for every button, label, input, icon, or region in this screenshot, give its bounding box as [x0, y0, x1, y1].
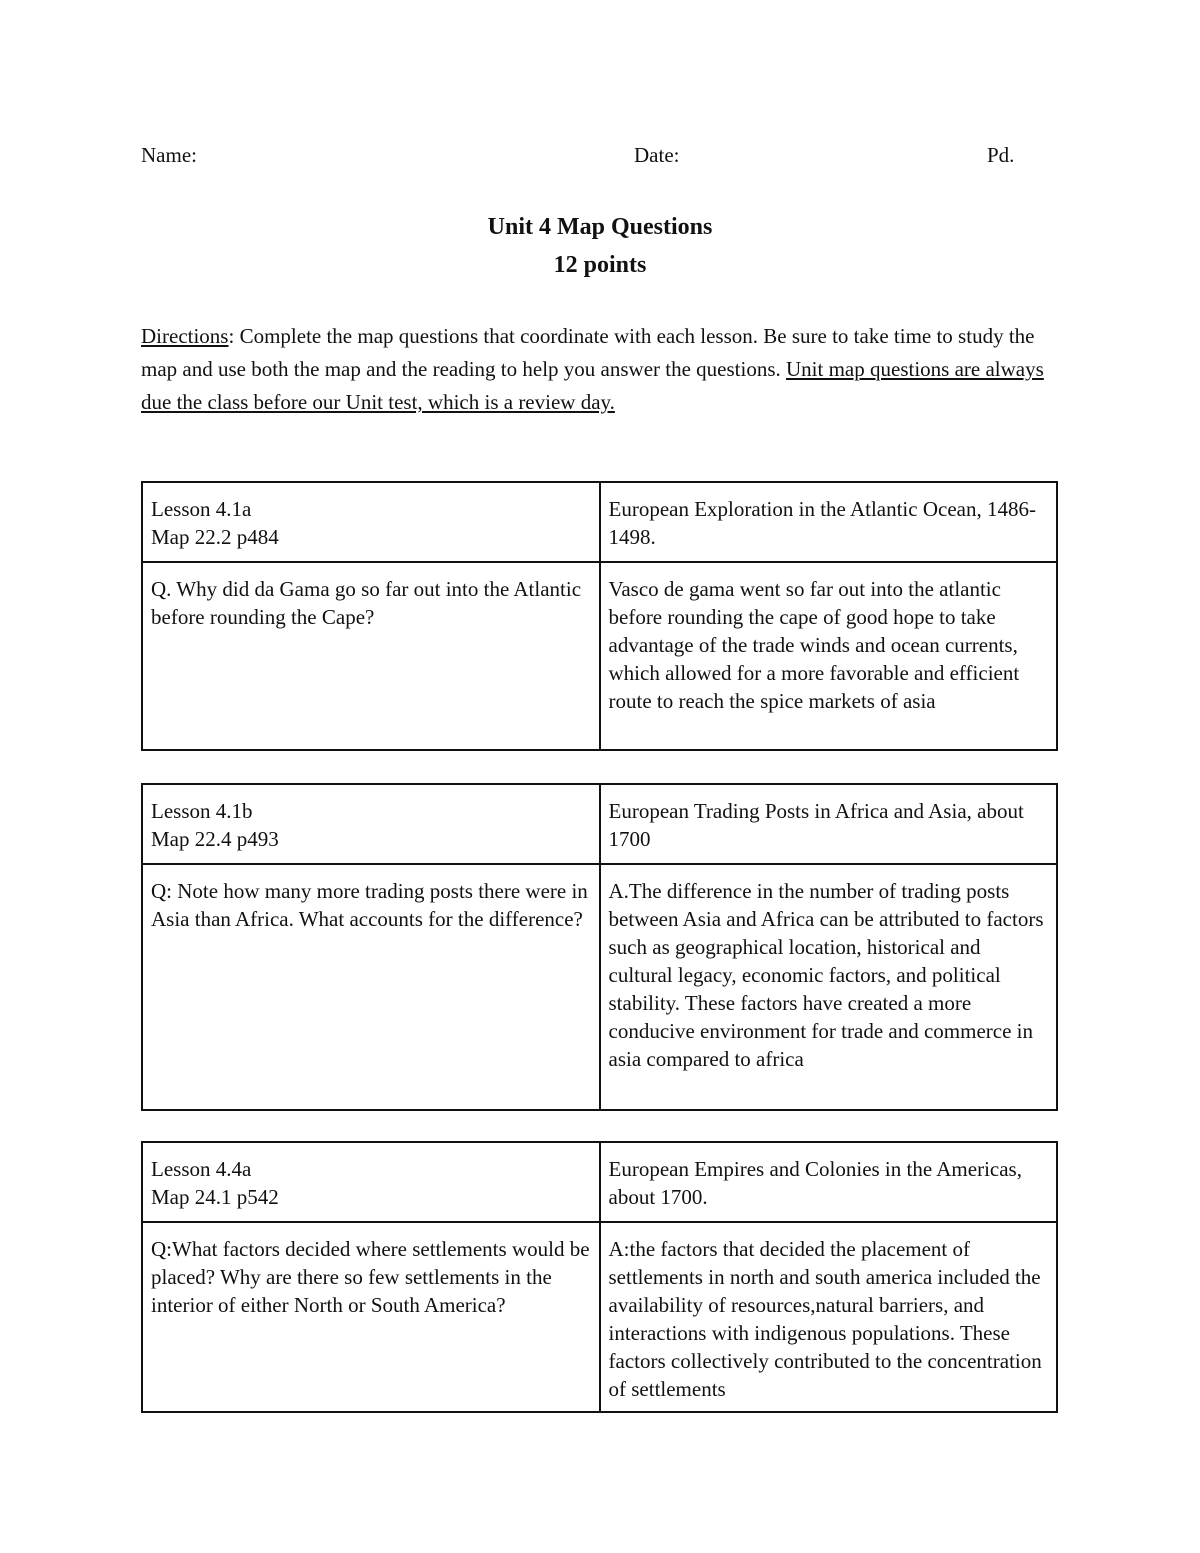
map-reference: Map 22.2 p484 — [151, 525, 279, 549]
question-answer-row — [142, 562, 1057, 750]
directions-paragraph — [141, 320, 1056, 419]
lesson-table — [141, 783, 1058, 1111]
map-title: European Empires and Colonies in the Americas, about 1700. — [608, 1157, 1022, 1209]
map-title: European Trading Posts in Africa and Asia, about 1700 — [608, 799, 1024, 851]
lesson-table — [141, 481, 1058, 751]
name-label: Name: — [141, 143, 197, 167]
period-label: Pd. — [987, 143, 1015, 167]
question-answer-row — [142, 864, 1057, 1110]
lesson-table — [141, 1141, 1058, 1413]
map-title-cell — [600, 1142, 1058, 1222]
answer-cell[interactable] — [600, 864, 1058, 1110]
question-text: Q. Why did da Gama go so far out into the Atlantic before rounding the Cape? — [151, 577, 582, 629]
map-reference: Map 22.4 p493 — [151, 827, 279, 851]
lesson-cell — [142, 784, 600, 864]
due-date-note: Unit map questions are always due the class before our Unit test, which is a review day. — [141, 357, 1044, 414]
points-line: 12 points — [553, 252, 647, 278]
question-cell — [142, 1222, 600, 1412]
map-title-cell — [600, 784, 1058, 864]
directions-text: : Complete the map questions that coordinate with each lesson. Be sure to take time to study the map and use both the map and the reading to help you answer the questions. — [141, 324, 1035, 381]
answer-text: A.The difference in the number of trading posts between Asia and Africa can be attributed to factors such as geographical location, historical and cultural legacy, economic factors, and political stability. These factors have created a more conducive environment for trade and commerce in asia compared to africa — [608, 879, 1044, 1071]
answer-text: Vasco de gama went so far out into the atlantic before rounding the cape of good hope to take advantage of the trade winds and ocean currents, which allowed for a more favorable and efficient route to reach the spice markets of asia — [608, 577, 1020, 713]
answer-text: A:the factors that decided the placement of settlements in north and south america included the availability of resources,natural barriers, and interactions with indigenous populations. These factors collectively contributed to the concentration of settlements — [608, 1237, 1042, 1401]
lesson-header-row — [142, 1142, 1057, 1222]
question-answer-row — [142, 1222, 1057, 1412]
date-label: Date: — [634, 143, 680, 167]
lesson-number: Lesson 4.1b — [151, 799, 253, 823]
question-cell — [142, 562, 600, 750]
question-text: Q:What factors decided where settlements would be placed? Why are there so few settlements in the interior of either North or South America? — [151, 1237, 590, 1317]
question-text: Q: Note how many more trading posts there were in Asia than Africa. What accounts for the difference? — [151, 879, 588, 931]
lesson-cell — [142, 1142, 600, 1222]
answer-cell[interactable] — [600, 1222, 1058, 1412]
lesson-number: Lesson 4.4a — [151, 1157, 252, 1181]
answer-cell[interactable] — [600, 562, 1058, 750]
map-title-cell — [600, 482, 1058, 562]
map-title: European Exploration in the Atlantic Ocean, 1486-1498. — [608, 497, 1036, 549]
lesson-number: Lesson 4.1a — [151, 497, 252, 521]
lesson-header-row — [142, 784, 1057, 864]
question-cell — [142, 864, 600, 1110]
lesson-cell — [142, 482, 600, 562]
lesson-header-row — [142, 482, 1057, 562]
directions-label: Directions — [141, 324, 229, 348]
map-reference: Map 24.1 p542 — [151, 1185, 279, 1209]
worksheet-title — [0, 208, 1200, 284]
student-info-header — [141, 143, 1021, 173]
title-line: Unit 4 Map Questions — [487, 214, 713, 240]
